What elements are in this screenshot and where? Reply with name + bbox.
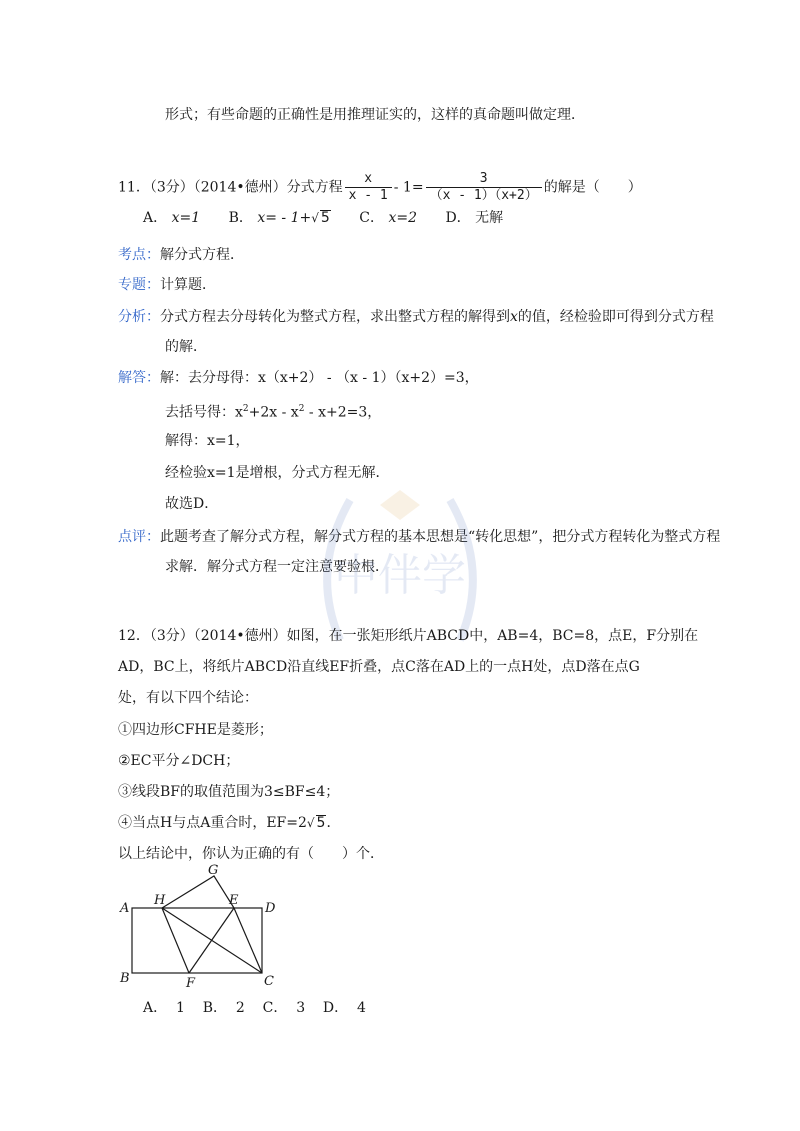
label-a: A — [120, 901, 130, 916]
label-h: H — [154, 893, 166, 908]
q12-options: A． 1 B． 2 C． 3 D． 4 — [143, 1000, 366, 1016]
jieda-5: 故选D． — [165, 496, 219, 512]
zhuanti: 专题：计算题． — [118, 277, 216, 293]
label-e: E — [229, 893, 239, 908]
q12-conclusion-4: ④当点H与点A重合时，EF=2√ 5． — [118, 815, 341, 831]
q12-line3: 处，有以下四个结论： — [118, 690, 258, 706]
dianping: 点评：此题考查了解分式方程，解分式方程的基本思想是“转化思想”，把分式方程转化为整式方程 — [118, 529, 721, 545]
q11-stem: 11．（3分）（2014•德州）分式方程 $\frac{x}{x - 1}$ - 1= $\frac{3}{(x - 1)(x+2)}$ 的解是（ ） — [118, 171, 642, 203]
label-f: F — [186, 976, 196, 990]
q11-options: A． x=1 B． x= - 1+√ 5 C． x=2 D． 无解 — [143, 210, 504, 226]
label-b: B — [120, 971, 130, 986]
q12-ask: 以上结论中，你认为正确的有（ ）个． — [118, 846, 384, 862]
q12-line1: 12．（3分）（2014•德州）如图，在一张矩形纸片ABCD中，AB=4，BC=8，点E，F分别在 — [118, 628, 699, 644]
rectangle-abcd — [132, 908, 262, 973]
q12-conclusion-1: ①四边形CFHE是菱形； — [118, 722, 273, 738]
jieda: 解答：解：去分母得：x（x+2） - （x - 1）（x+2）=3， — [118, 370, 479, 386]
dianping-cont: 求解．解分式方程一定注意要验根． — [165, 559, 389, 575]
jieda-3: 解得：x=1， — [165, 433, 250, 449]
kaodian: 考点：解分式方程． — [118, 247, 244, 263]
q12-conclusion-2: ②EC平分∠DCH； — [118, 753, 240, 769]
label-c: C — [264, 974, 274, 989]
fraction-2: $\frac{3}{(x - 1)(x+2)}$ — [426, 171, 542, 204]
folded-flap — [162, 876, 234, 908]
q12-conclusion-3: ③线段BF的取值范围为3≤BF≤4； — [118, 784, 340, 800]
label-g: G — [208, 863, 219, 878]
fraction-1: $\frac{x}{x - 1}$ — [345, 171, 392, 204]
jieda-4: 经检验x=1是增根，分式方程无解． — [165, 465, 390, 481]
intro-text: 形式；有些命题的正确性是用推理证实的，这样的真命题叫做定理． — [165, 107, 585, 123]
label-d: D — [265, 901, 276, 916]
jieda-2: 去括号得：$x^2+2x - x^2 - x+2=3$， — [165, 404, 382, 421]
segment-ef — [189, 908, 234, 973]
q12-line2: AD，BC上，将纸片ABCD沿直线EF折叠，点C落在AD上的一点H处，点D落在点G — [118, 659, 640, 675]
rectangle-fold-figure — [116, 860, 286, 990]
fenxi-cont: 的解． — [165, 339, 207, 355]
fenxi: 分析：分式方程去分母转化为整式方程，求出整式方程的解得到x的值，经检验即可得到分式方程 — [118, 309, 714, 325]
svg-text:中伴学: 中伴学 — [334, 550, 466, 601]
segment-hf — [162, 908, 189, 973]
